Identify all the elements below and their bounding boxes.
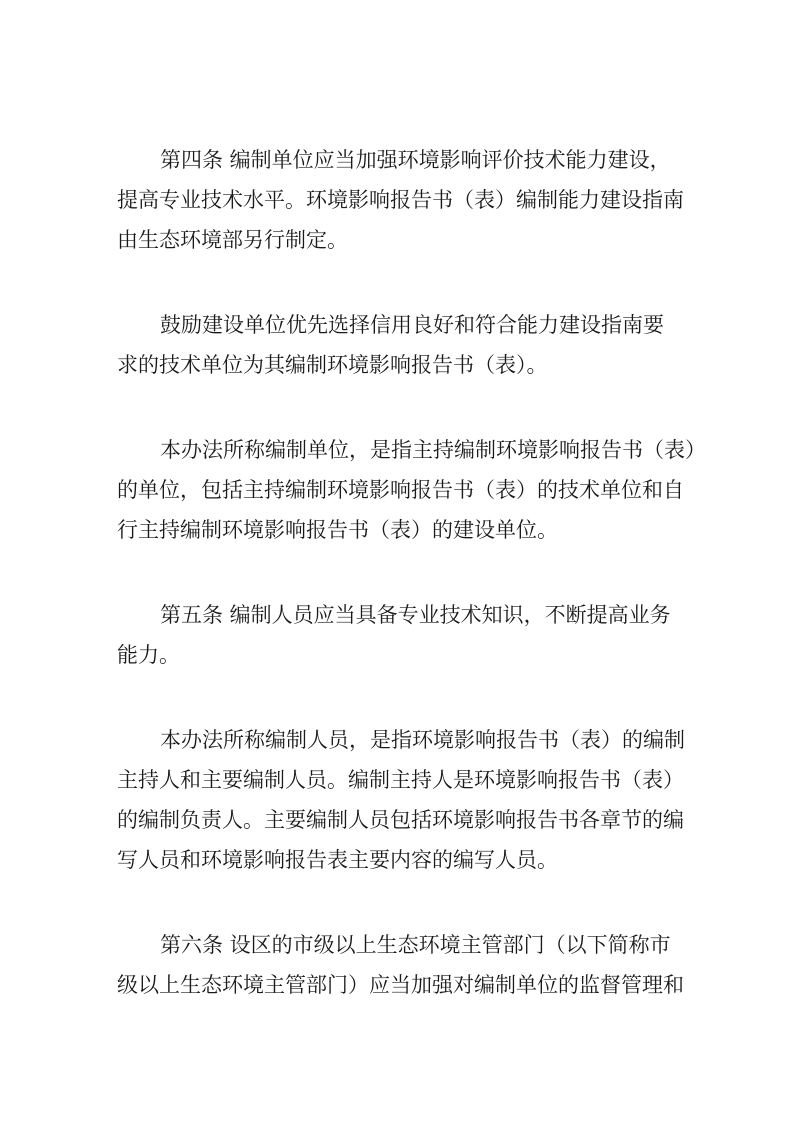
text-line: 本办法所称编制单位，是指主持编制环境影响报告书（表） bbox=[160, 438, 706, 462]
text-line: 鼓励建设单位优先选择信用良好和符合能力建设指南要 bbox=[160, 313, 664, 337]
text-line: 的单位，包括主持编制环境影响报告书（表）的技术单位和自 bbox=[117, 478, 684, 502]
text-line: 求的技术单位为其编制环境影响报告书（表）。 bbox=[117, 353, 548, 377]
text-line: 第四条 编制单位应当加强环境影响评价技术能力建设， bbox=[160, 148, 671, 172]
text-line: 由生态环境部另行制定。 bbox=[117, 228, 348, 252]
text-line: 写人员和环境影响报告表主要内容的编写人员。 bbox=[117, 848, 558, 872]
text-line: 能力。 bbox=[117, 643, 180, 667]
text-line: 级以上生态环境主管部门）应当加强对编制单位的监督管理和 bbox=[117, 973, 684, 997]
text-line: 第五条 编制人员应当具备专业技术知识，不断提高业务 bbox=[160, 603, 671, 627]
text-line: 第六条 设区的市级以上生态环境主管部门（以下简称市 bbox=[160, 933, 671, 957]
text-line: 主持人和主要编制人员。编制主持人是环境影响报告书（表） bbox=[117, 768, 684, 792]
text-line: 提高专业技术水平。环境影响报告书（表）编制能力建设指南 bbox=[117, 188, 684, 212]
text-line: 行主持编制环境影响报告书（表）的建设单位。 bbox=[117, 518, 558, 542]
text-line: 的编制负责人。主要编制人员包括环境影响报告书各章节的编 bbox=[117, 808, 684, 832]
text-line: 本办法所称编制人员，是指环境影响报告书（表）的编制 bbox=[160, 728, 685, 752]
